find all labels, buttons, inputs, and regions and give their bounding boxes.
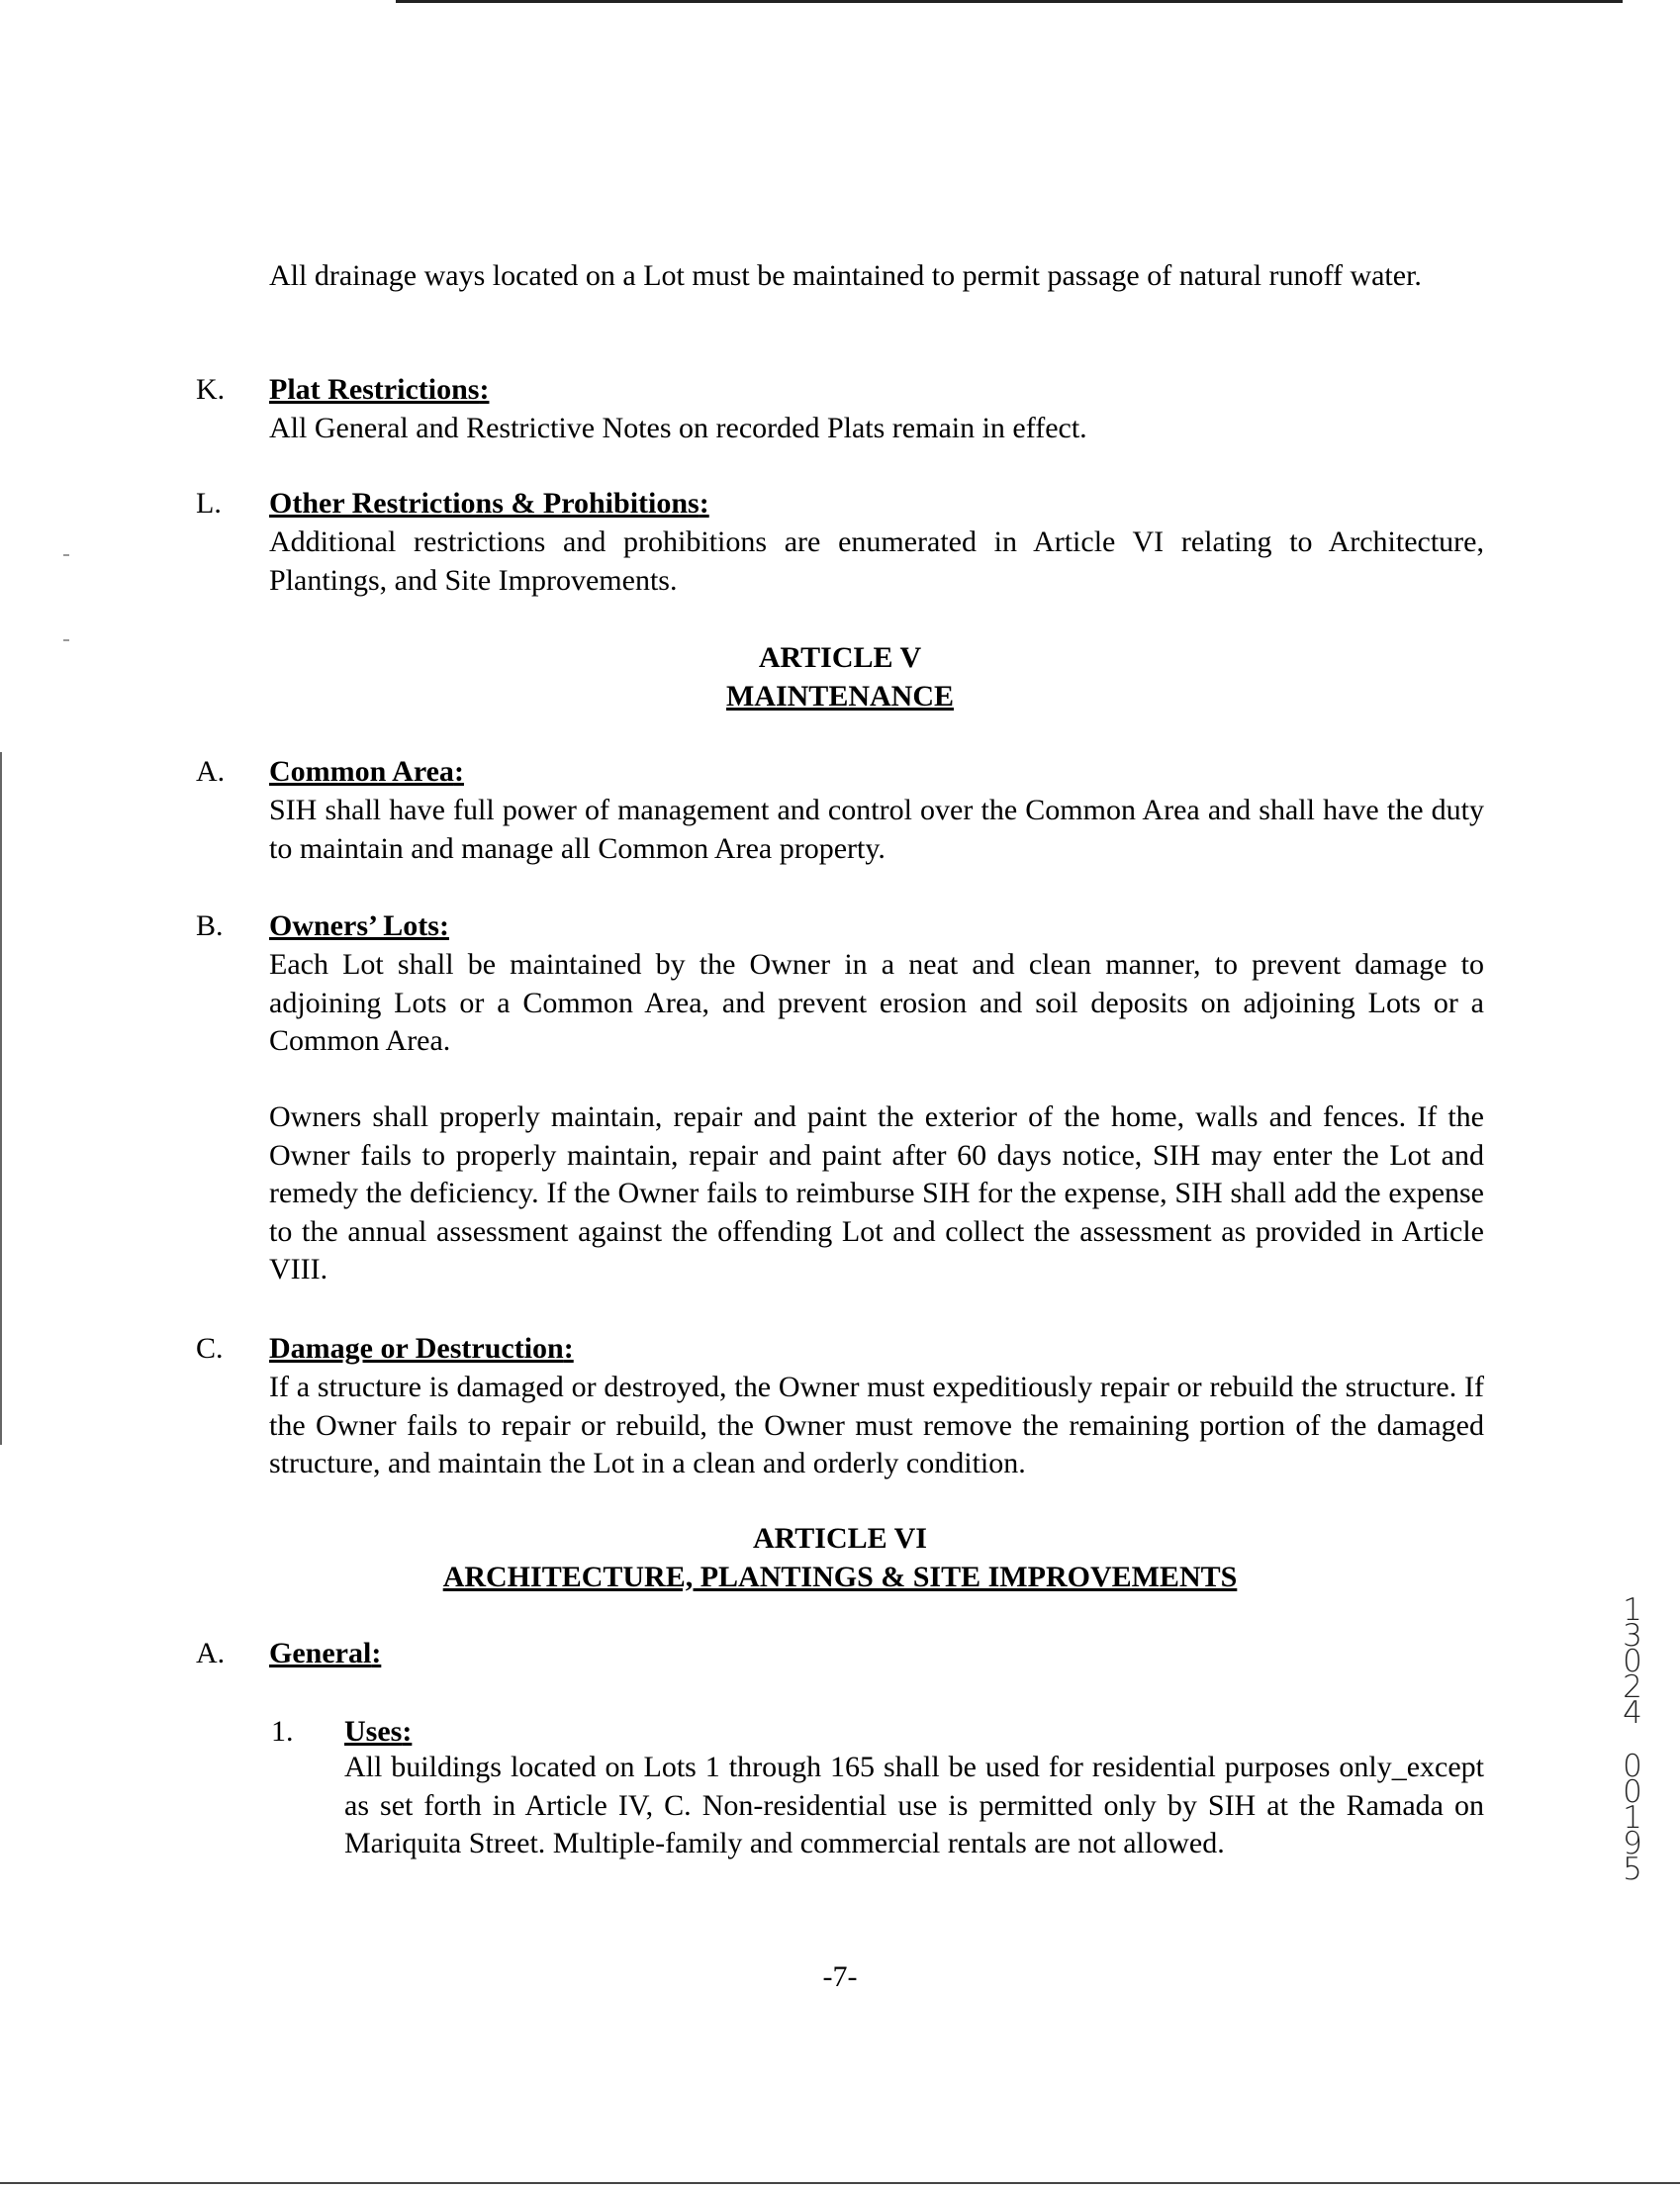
article-5-section-b-text: Each Lot shall be maintained by the Owner in a neat and clean manner, to prevent damage to adjoining Lots or a Common Area, and prevent erosion and soil deposits on adjoining Lots or a Common Area. [269, 948, 1484, 1057]
scan-border-bottom [0, 2182, 1680, 2184]
article-6-subtitle: ARCHITECTURE, PLANTINGS & SITE IMPROVEMENTS [442, 1561, 1238, 1593]
article-6-item-1-heading: Uses: [344, 1715, 413, 1748]
section-k-heading: Plat Restrictions: [269, 373, 490, 406]
article-5-section-a-heading: Common Area: [269, 755, 464, 788]
scan-border-top [396, 0, 1623, 3]
article-5-section-c-heading: Damage or Destruction: [269, 1332, 574, 1365]
section-l-letter: L. [196, 487, 222, 520]
article-5-section-a-letter: A. [196, 755, 226, 788]
article-6-item-1-text: All buildings located on Lots 1 through 165 shall be used for residential purposes only_except as set forth in Article IV, C. Non-residential use is permitted only by SIH at the Ramada on Mariquita Street. Multiple-family and commercial rentals are not allowed. [344, 1751, 1484, 1859]
drainage-paragraph: All drainage ways located on a Lot must be maintained to permit passage of natural runoff water. [269, 259, 1422, 292]
section-l-text: Additional restrictions and prohibitions are enumerated in Article VI relating to Architecture, Plantings, and Site Improvements. [269, 525, 1484, 597]
article-6-item-1-number: 1. [271, 1715, 294, 1748]
article-5-section-c-text: If a structure is damaged or destroyed, the Owner must expeditiously repair or rebuild the structure. If the Owner fails to repair or rebuild, the Owner must remove the remaining portion of the damaged structure, and maintain the Lot in a clean and orderly condition. [269, 1371, 1484, 1479]
section-k-text: All General and Restrictive Notes on recorded Plats remain in effect. [269, 412, 1087, 444]
page-number: -7- [822, 1960, 858, 1993]
article-5-section-b-text-2: Owners shall properly maintain, repair and paint the exterior of the home, walls and fences. If the Owner fails to properly maintain, repair and paint after 60 days notice, SIH may enter the Lot and remedy the deficiency. If the Owner fails to reimburse SIH for the expense, SIH shall add the expense to the annual assessment against the offending Lot and collect the assessment as provided in Article VIII. [269, 1100, 1484, 1285]
article-5-section-b-letter: B. [196, 909, 224, 942]
article-6-section-a-heading: General: [269, 1637, 382, 1669]
article-6-title: ARTICLE VI [753, 1522, 927, 1555]
article-5-section-c-letter: C. [196, 1332, 224, 1365]
scan-speck [63, 554, 69, 556]
article-5-subtitle: MAINTENANCE [725, 680, 954, 713]
section-k-letter: K. [196, 373, 226, 406]
article-5-section-b-heading: Owners’ Lots: [269, 909, 449, 942]
article-5-title: ARTICLE V [758, 641, 922, 674]
section-l-heading: Other Restrictions & Prohibitions: [269, 487, 709, 520]
article-6-section-a-letter: A. [196, 1637, 226, 1669]
article-5-section-a-text: SIH shall have full power of management and control over the Common Area and shall have the duty to maintain and manage all Common Area property. [269, 794, 1484, 865]
scan-border-left [0, 752, 2, 1445]
document-number-stamp: 1 3 0 2 4 0 0 1 9 5 [1623, 1592, 1642, 1887]
